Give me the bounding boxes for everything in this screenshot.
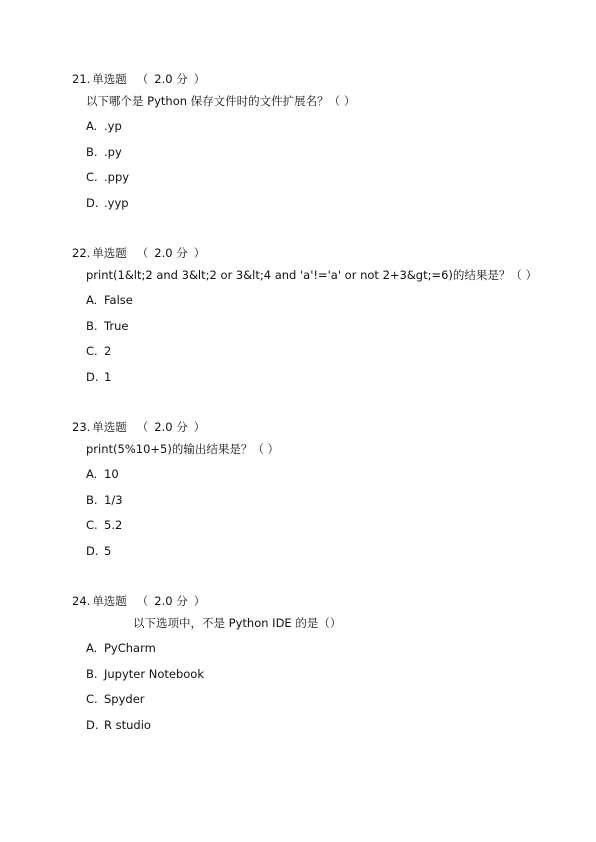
option-text: Spyder [104, 692, 145, 707]
option-letter: D. [86, 370, 99, 385]
question-number: 21. [72, 72, 91, 86]
option-text: .yp [104, 119, 122, 133]
option-a[interactable] [86, 467, 532, 481]
option-text: 10 [104, 467, 119, 481]
option-list [86, 641, 532, 732]
question-type: 单选题 [92, 72, 127, 86]
option-text: R studio [104, 718, 151, 733]
option-c[interactable] [86, 692, 532, 706]
option-letter: A. [86, 119, 98, 133]
question-stem: print(5%10+5)的输出结果是？（ ） [86, 442, 279, 456]
question-score: 2.0 分 [154, 72, 188, 86]
option-d[interactable] [86, 370, 532, 384]
option-text: .ppy [104, 170, 130, 185]
question-score: 2.0 分 [154, 246, 188, 260]
score-paren-close: ） [193, 72, 206, 86]
question-number: 23. [72, 420, 91, 434]
score-paren-close: ） [193, 420, 206, 434]
question-header [72, 420, 532, 434]
option-text: .yyp [104, 196, 129, 211]
option-c[interactable] [86, 518, 532, 532]
option-letter: C. [86, 518, 98, 533]
option-b[interactable] [86, 145, 532, 159]
option-d[interactable] [86, 196, 532, 210]
option-text: Jupyter Notebook [104, 666, 205, 681]
option-list [86, 293, 532, 384]
option-b[interactable] [86, 319, 532, 333]
option-a[interactable] [86, 293, 532, 307]
option-c[interactable] [86, 170, 532, 184]
option-letter: B. [86, 318, 98, 333]
question-type: 单选题 [92, 420, 127, 434]
option-letter: B. [86, 144, 98, 159]
question-stem: 以下哪个是 Python 保存文件时的文件扩展名？（ ） [86, 94, 356, 108]
option-letter: A. [86, 467, 98, 481]
question-score: 2.0 分 [154, 594, 188, 608]
option-c[interactable] [86, 344, 532, 358]
score-paren-open: （ [136, 420, 149, 434]
option-text: 5.2 [104, 518, 123, 533]
question-score: 2.0 分 [154, 420, 188, 434]
option-text: 2 [104, 344, 112, 359]
option-b[interactable] [86, 493, 532, 507]
option-list [86, 467, 532, 558]
option-letter: C. [86, 692, 98, 707]
question-number: 22. [72, 246, 91, 260]
option-a[interactable] [86, 641, 532, 655]
option-text: True [104, 318, 129, 333]
option-text: False [104, 293, 133, 307]
option-letter: D. [86, 196, 99, 211]
option-list [86, 119, 532, 210]
option-letter: A. [86, 641, 98, 655]
option-text: 1 [104, 370, 112, 385]
question-24 [72, 594, 532, 744]
question-header [72, 594, 532, 608]
option-letter: D. [86, 718, 99, 733]
question-header [72, 246, 532, 260]
question-number: 24. [72, 594, 91, 608]
question-stem: print(1&lt;2 and 3&lt;2 or 3&lt;4 and 'a'!='a' or not 2+3&gt;=6)的结果是？（ ） [86, 268, 538, 282]
option-text: 1/3 [104, 492, 123, 507]
option-b[interactable] [86, 667, 532, 681]
option-letter: C. [86, 344, 98, 359]
option-d[interactable] [86, 544, 532, 558]
score-paren-open: （ [136, 246, 149, 260]
option-text: PyCharm [104, 641, 156, 655]
question-23 [72, 420, 532, 570]
option-a[interactable] [86, 119, 532, 133]
question-type: 单选题 [92, 594, 127, 608]
score-paren-open: （ [136, 594, 149, 608]
option-letter: D. [86, 544, 99, 559]
option-d[interactable] [86, 718, 532, 732]
question-21 [72, 72, 532, 222]
question-type: 单选题 [92, 246, 127, 260]
question-22 [72, 246, 538, 396]
score-paren-close: ） [193, 246, 206, 260]
option-text: 5 [104, 544, 112, 559]
option-letter: C. [86, 170, 98, 185]
option-text: .py [104, 144, 122, 159]
question-stem: 以下选项中，不是 Python IDE 的是（） [133, 616, 342, 630]
option-letter: B. [86, 492, 98, 507]
option-letter: B. [86, 666, 98, 681]
score-paren-open: （ [136, 72, 149, 86]
question-header [72, 72, 532, 86]
score-paren-close: ） [193, 594, 206, 608]
option-letter: A. [86, 293, 98, 307]
